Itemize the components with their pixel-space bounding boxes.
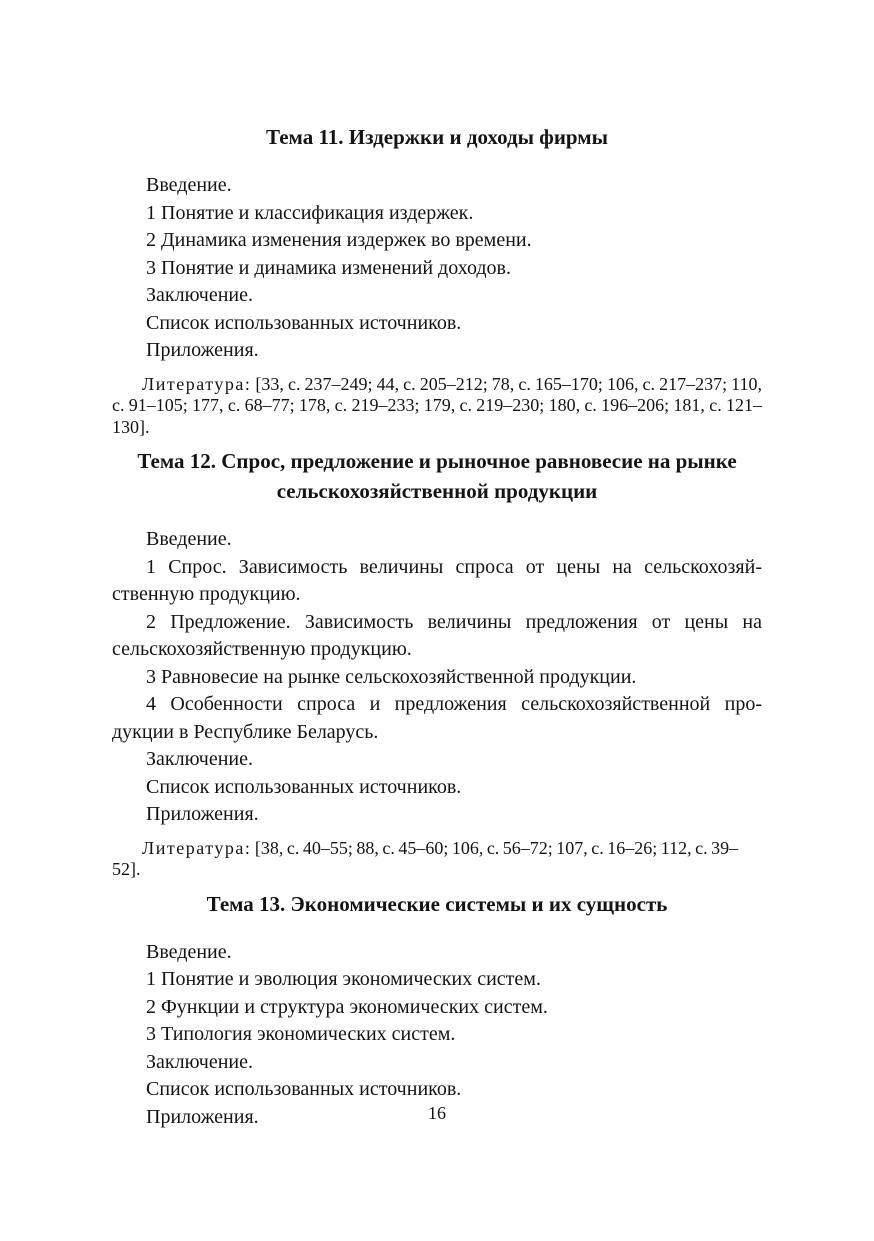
topic-title-line: Тема 13. Экономические системы и их сущность xyxy=(206,891,668,916)
outline-item xyxy=(112,609,762,664)
document-content xyxy=(112,122,762,1131)
outline-item xyxy=(112,1076,762,1104)
text-line: Приложения. xyxy=(146,1105,259,1128)
literature-paragraph xyxy=(112,374,762,439)
page-number: 16 xyxy=(428,1103,446,1123)
text-line: Введение. xyxy=(146,174,232,196)
text-line: Список использованных источников. xyxy=(146,311,462,334)
outline-item xyxy=(112,664,762,692)
text-line: Заключение. xyxy=(146,1050,253,1073)
outline-item xyxy=(112,172,762,200)
text-line: Список использованных источников. xyxy=(146,1078,462,1100)
topic-title xyxy=(112,122,762,152)
text-line: Список использованных источников. xyxy=(146,775,462,798)
topic-title xyxy=(112,889,762,919)
text-line: 2 Функции и структура экономических систем. xyxy=(146,995,548,1018)
text-line: Литература: [38, с. 40–55; 88, с. 45–60; 106, с. 56–72; 107, с. 16–26; 112, с. 39–52]. xyxy=(112,837,739,879)
literature-label: Литература: xyxy=(142,373,252,394)
text-line: Заключение. xyxy=(146,748,253,770)
text-line: с. 91–105; 177, с. 68–77; 178, с. 219–233; 179, с. 219–230; 180, с. 196–206; 181, с. 121– xyxy=(112,395,762,415)
outline-item xyxy=(112,1049,762,1077)
outline-item xyxy=(112,200,762,228)
outline-item xyxy=(112,1021,762,1049)
text-line: 3 Равновесие на рынке сельскохозяйственной продукции. xyxy=(146,665,637,688)
text-line: Введение. xyxy=(146,528,232,550)
text-line: 2 Предложение. Зависимость величины предложения от цены на xyxy=(146,610,762,633)
text-line: 4 Особенности спроса и предложения сельскохозяйственной про- xyxy=(146,693,762,715)
text-line: 1 Понятие и классификация издержек. xyxy=(146,201,474,224)
outline-item xyxy=(112,554,762,609)
text-line: Заключение. xyxy=(146,284,253,306)
text-line: Литература: [33, с. 237–249; 44, с. 205–212; 78, с. 165–170; 106, с. 217–237; 110, xyxy=(142,373,762,394)
outline-item xyxy=(112,310,762,338)
outline-item xyxy=(112,337,762,365)
text-line: 2 Динамика изменения издержек во времени. xyxy=(146,229,532,251)
text-line: 1 Спрос. Зависимость величины спроса от цены на сельскохозяй- xyxy=(146,555,762,578)
text-line: 3 Типология экономических систем. xyxy=(146,1023,456,1045)
outline-item xyxy=(112,994,762,1022)
text-line: Приложения. xyxy=(146,803,259,825)
outline-item xyxy=(112,282,762,310)
outline-item xyxy=(112,939,762,967)
outline-item xyxy=(112,255,762,283)
topic-title-line: Тема 11. Издержки и доходы фирмы xyxy=(266,125,608,149)
text-line: Приложения. xyxy=(146,339,259,361)
literature-label: Литература: xyxy=(142,837,252,858)
outline-item xyxy=(112,801,762,829)
topic-title-line: сельскохозяйственной продукции xyxy=(276,479,598,503)
topic-section xyxy=(112,889,762,1132)
text-line: 3 Понятие и динамика изменений доходов. xyxy=(146,256,511,279)
outline-item xyxy=(112,746,762,774)
topic-section xyxy=(112,446,762,881)
outline-item xyxy=(112,774,762,802)
literature-paragraph xyxy=(112,838,762,881)
text-line: дукции в Республике Беларусь. xyxy=(112,720,379,743)
text-line: сельскохозяйственную продукцию. xyxy=(112,638,412,660)
topic-section xyxy=(112,122,762,438)
outline-item xyxy=(112,526,762,554)
topic-title-line: Тема 12. Спрос, предложение и рыночное равновесие на рынке xyxy=(137,449,737,473)
topic-title xyxy=(112,446,762,506)
outline-item xyxy=(112,966,762,994)
outline-item xyxy=(112,691,762,746)
text-line: 130]. xyxy=(112,416,150,437)
text-line: ственную продукцию. xyxy=(112,583,301,605)
text-line: 1 Понятие и эволюция экономических систем. xyxy=(146,968,541,990)
text-line: Введение. xyxy=(146,940,232,963)
outline-item xyxy=(112,227,762,255)
